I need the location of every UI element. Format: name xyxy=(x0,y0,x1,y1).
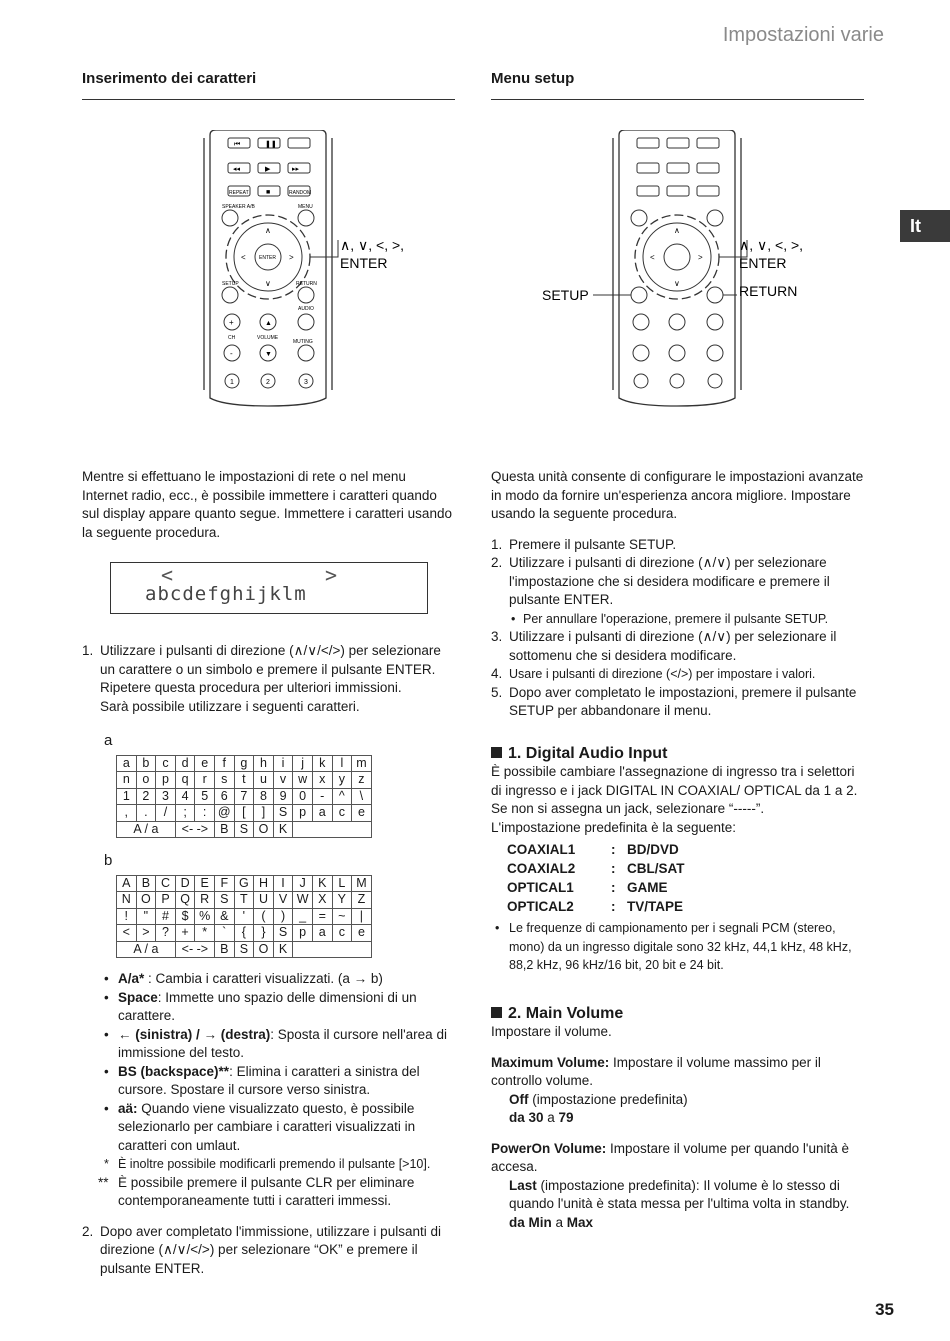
lcd-arrows: < > xyxy=(161,563,338,587)
char-cell: = xyxy=(312,908,332,925)
char-cell: 5 xyxy=(195,788,215,805)
char-cell: ( xyxy=(254,908,274,925)
char-cell: ! xyxy=(117,908,137,925)
input-assignment-list xyxy=(507,841,864,917)
char-cell: c xyxy=(156,755,176,772)
char-cell: S xyxy=(273,805,293,822)
char-cell: z xyxy=(352,772,372,789)
char-cell: < xyxy=(117,925,137,942)
char-cell: v xyxy=(273,772,293,789)
char-cell: * xyxy=(195,925,215,942)
svg-text:∨: ∨ xyxy=(674,279,680,288)
feature-title-main-volume: 2. Main Volume xyxy=(491,1005,864,1024)
svg-text:RETURN: RETURN xyxy=(296,281,317,287)
svg-text:ENTER: ENTER xyxy=(739,255,787,271)
char-cell: x xyxy=(312,772,332,789)
char-cell: 1 xyxy=(117,788,137,805)
char-cell: f xyxy=(214,755,234,772)
char-cell: j xyxy=(293,755,313,772)
char-row xyxy=(117,805,372,822)
char-cell: + xyxy=(175,925,195,942)
bullet-item: • BS (backspace)**: Elimina i caratteri a sinistra del cursore. Spostare il cursore verso sinistra. xyxy=(104,1063,420,1097)
char-cell-k: K xyxy=(273,941,293,958)
char-cell: $ xyxy=(175,908,195,925)
section-title-menu-setup: Menu setup xyxy=(491,70,864,100)
grid-a-label: a xyxy=(104,732,113,749)
svg-text:SPEAKER A/B: SPEAKER A/B xyxy=(222,204,255,210)
char-row xyxy=(117,892,372,909)
svg-text:∧: ∧ xyxy=(265,226,271,235)
char-cell: T xyxy=(234,892,254,909)
callout-return-label: RETURN xyxy=(739,283,798,299)
char-cell: p xyxy=(156,772,176,789)
intro-paragraph: Mentre si effettuano le impostazioni di rete o nel menu Internet radio, ecc., è possibile immettere i caratteri quando sul display appare quanto segue. Immettere i caratteri usando la seguente procedura. xyxy=(82,469,452,540)
char-cell: n xyxy=(117,772,137,789)
char-cell: e xyxy=(195,755,215,772)
remote-illustration-left xyxy=(82,130,455,430)
char-cell: # xyxy=(156,908,176,925)
char-cell: % xyxy=(195,908,215,925)
char-cell: c xyxy=(332,925,352,942)
char-cell-empty xyxy=(293,821,371,838)
char-cell: ` xyxy=(214,925,234,942)
svg-text:ENTER: ENTER xyxy=(259,255,276,261)
character-table-a xyxy=(116,755,372,839)
callout-enter-label: ENTER xyxy=(340,255,388,271)
char-cell: H xyxy=(254,875,274,892)
char-cell: a xyxy=(312,805,332,822)
char-cell-k: K xyxy=(273,821,293,838)
char-cell: I xyxy=(273,875,293,892)
char-cell: : xyxy=(195,805,215,822)
section-title-character-input: Inserimento dei caratteri xyxy=(82,70,455,100)
char-cell: d xyxy=(175,755,195,772)
char-cell: ; xyxy=(175,805,195,822)
bullet-item: • aä: Quando viene visualizzato questo, è possibile selezionarlo per cambiare i caratteri visualizzati in caratteri con umlaut. xyxy=(104,1100,416,1153)
remote-control-icon-2 xyxy=(491,130,864,430)
char-cell: q xyxy=(175,772,195,789)
svg-text:◂◂: ◂◂ xyxy=(233,166,241,173)
svg-text:■: ■ xyxy=(266,189,271,196)
callout-setup-label: SETUP xyxy=(542,287,589,303)
assignment-row: COAXIAL1 : BD/DVD xyxy=(507,842,679,857)
char-cell: " xyxy=(136,908,156,925)
char-row xyxy=(117,772,372,789)
char-cell: c xyxy=(332,805,352,822)
char-cell-arrows: <- -> xyxy=(175,941,214,958)
char-cell: ^ xyxy=(332,788,352,805)
char-cell: B xyxy=(136,875,156,892)
char-cell: a xyxy=(312,925,332,942)
digital-audio-default: L'impostazione predefinita è la seguente: xyxy=(491,819,736,835)
char-cell: , xyxy=(117,805,137,822)
char-row xyxy=(117,755,372,772)
steps-list-left xyxy=(82,642,455,716)
char-cell: [ xyxy=(234,805,254,822)
char-cell: b xyxy=(136,755,156,772)
char-cell: N xyxy=(117,892,137,909)
setup-step: 2. Utilizzare i pulsanti di direzione (∧/∨) per selezionare l'impostazione che si desidera modificare e premere il pulsante ENTER. • Per annullare l'operazione, premere il pulsante SETUP. xyxy=(491,554,864,628)
max-volume-desc: Maximum Volume: Impostare il volume massimo per il controllo volume. xyxy=(491,1054,821,1088)
steps-list-left-2 xyxy=(82,1223,455,1279)
svg-text:AUDIO: AUDIO xyxy=(298,306,314,312)
char-cell: G xyxy=(234,875,254,892)
svg-text:CH: CH xyxy=(228,335,236,341)
svg-text:∨: ∨ xyxy=(265,279,271,288)
svg-text:SETUP: SETUP xyxy=(222,281,239,287)
char-cell: M xyxy=(352,875,372,892)
remote-random-label: RANDOM xyxy=(289,190,312,196)
char-cell: 8 xyxy=(254,788,274,805)
char-cell: e xyxy=(352,805,372,822)
char-cell: t xyxy=(234,772,254,789)
char-cell-s: S xyxy=(234,941,254,958)
svg-text:1: 1 xyxy=(230,379,234,386)
lcd-display xyxy=(110,562,428,614)
setup-step: 3. Utilizzare i pulsanti di direzione (∧/∨) per selezionare il sottomenu che si desidera modificare. xyxy=(491,629,837,663)
svg-text:<: < xyxy=(650,253,655,262)
step-2: 2. Dopo aver completato l'immissione, utilizzare i pulsanti di direzione (∧/∨/</>) per selezionare “OK” e premere il pulsante ENTER. xyxy=(82,1223,441,1276)
char-row xyxy=(117,875,372,892)
char-cell: F xyxy=(214,875,234,892)
svg-text:▼: ▼ xyxy=(265,351,272,358)
char-row xyxy=(117,908,372,925)
char-cell: ] xyxy=(254,805,274,822)
char-cell: C xyxy=(156,875,176,892)
steps-list-right xyxy=(491,536,864,721)
remote-control-icon xyxy=(82,130,455,430)
language-tab: It xyxy=(900,210,950,242)
char-row xyxy=(117,788,372,805)
char-cell: 7 xyxy=(234,788,254,805)
char-cell: Y xyxy=(332,892,352,909)
char-cell: O xyxy=(136,892,156,909)
svg-text:MENU: MENU xyxy=(298,204,313,210)
svg-text:VOLUME: VOLUME xyxy=(257,335,279,341)
svg-text:⏮: ⏮ xyxy=(234,141,241,148)
char-cell: L xyxy=(332,875,352,892)
setup-step: 5. Dopo aver completato le impostazioni, premere il pulsante SETUP per abbandonare il menu. xyxy=(491,684,857,718)
lcd-text: abcdefghijklm xyxy=(145,583,307,605)
char-cell: S xyxy=(273,925,293,942)
char-cell: 6 xyxy=(214,788,234,805)
char-cell: r xyxy=(195,772,215,789)
char-cell: a xyxy=(117,755,137,772)
char-cell: E xyxy=(195,875,215,892)
char-cell: @ xyxy=(214,805,234,822)
char-cell: J xyxy=(293,875,313,892)
char-cell: } xyxy=(254,925,274,942)
char-cell-aa: A / a xyxy=(117,821,176,838)
char-cell: u xyxy=(254,772,274,789)
feature-title-digital-audio: 1. Digital Audio Input xyxy=(491,745,864,764)
char-cell: ) xyxy=(273,908,293,925)
svg-text:+: + xyxy=(229,318,234,327)
step-1: 1. Utilizzare i pulsanti di direzione (∧/∨/</>) per selezionare un carattere o un simbolo e premere il pulsante ENTER. Ripetere questa procedura per ulteriori immissioni. Sarà possibile utilizzare i seguenti caratteri. xyxy=(82,643,441,714)
char-cell: | xyxy=(352,908,372,925)
char-cell: S xyxy=(214,892,234,909)
char-cell-aa: A / a xyxy=(117,941,176,958)
sampling-note: • Le frequenze di campionamento per i segnali PCM (stereo, mono) da un ingresso digitale sono 32 kHz, 44,1 kHz, 48 kHz, 88,2 kHz, 96 kHz/16 bit, 20 bit e 24 bit. xyxy=(495,921,852,972)
menu-intro-paragraph: Questa unità consente di configurare le impostazioni avanzate in modo da fornire un'esperienza ancora migliore. Impostare usando la seguente procedura. xyxy=(491,469,864,521)
char-cell-arrows: <- -> xyxy=(175,821,214,838)
char-cell-b: B xyxy=(214,941,234,958)
char-cell: ? xyxy=(156,925,176,942)
char-cell: g xyxy=(234,755,254,772)
bullet-item: • ← (sinistra) / → (destra): Sposta il cursore nell'area di immissione del testo. xyxy=(104,1026,447,1060)
character-table-b xyxy=(116,875,372,959)
page-header-title: Impostazioni varie xyxy=(722,24,884,46)
char-cell: 4 xyxy=(175,788,195,805)
char-cell: R xyxy=(195,892,215,909)
char-cell: e xyxy=(352,925,372,942)
char-row-controls xyxy=(117,941,372,958)
assignment-row: OPTICAL1 : GAME xyxy=(507,880,668,895)
char-cell: _ xyxy=(293,908,313,925)
assignment-row: COAXIAL2 : CBL/SAT xyxy=(507,861,685,876)
svg-text:▲: ▲ xyxy=(265,320,272,327)
char-cell: s xyxy=(214,772,234,789)
char-cell-s: S xyxy=(234,821,254,838)
char-cell: A xyxy=(117,875,137,892)
char-cell-b: B xyxy=(214,821,234,838)
svg-text:❚❚: ❚❚ xyxy=(265,141,277,148)
char-cell: W xyxy=(293,892,313,909)
assignment-row: OPTICAL2 : TV/TAPE xyxy=(507,899,684,914)
char-row xyxy=(117,925,372,942)
char-cell-empty xyxy=(293,941,371,958)
step-2-note: • Per annullare l'operazione, premere il pulsante SETUP. xyxy=(511,611,829,626)
char-cell-o: O xyxy=(254,941,274,958)
char-cell: V xyxy=(273,892,293,909)
char-cell: > xyxy=(136,925,156,942)
svg-text:∧, ∨, <, >,: ∧, ∨, <, >, xyxy=(739,237,804,253)
char-cell: \ xyxy=(352,788,372,805)
poweron-volume-desc: PowerOn Volume: Impostare il volume per quando l'unità è accesa. xyxy=(491,1140,849,1174)
char-cell: h xyxy=(254,755,274,772)
main-volume-text: Impostare il volume. xyxy=(491,1024,612,1039)
svg-text:2: 2 xyxy=(266,379,270,386)
char-cell: i xyxy=(273,755,293,772)
char-cell: ~ xyxy=(332,908,352,925)
char-row-controls xyxy=(117,821,372,838)
char-cell: p xyxy=(293,805,313,822)
remote-illustration-right xyxy=(491,130,864,430)
char-cell: P xyxy=(156,892,176,909)
char-cell: o xyxy=(136,772,156,789)
poweron-volume-default: Last (impostazione predefinita): Il volume è lo stesso di quando l'unità è stata messa per l'ultima volta in standby. xyxy=(509,1177,850,1211)
char-cell: k xyxy=(312,755,332,772)
right-column xyxy=(491,70,864,1232)
poweron-volume-range: da Min a Max xyxy=(509,1214,594,1230)
char-cell: { xyxy=(234,925,254,942)
char-cell: - xyxy=(312,788,332,805)
callout-arrows-label: ∧, ∨, <, >, xyxy=(340,237,405,253)
char-cell: X xyxy=(312,892,332,909)
char-cell: U xyxy=(254,892,274,909)
remote-repeat-label: REPEAT xyxy=(229,190,249,196)
char-cell: 9 xyxy=(273,788,293,805)
svg-text:>: > xyxy=(289,253,294,262)
char-cell: 3 xyxy=(156,788,176,805)
setup-step: 1. Premere il pulsante SETUP. xyxy=(491,536,677,552)
svg-text:MUTING: MUTING xyxy=(293,339,313,345)
grid-b-label: b xyxy=(104,852,113,869)
setup-step: 4. Usare i pulsanti di direzione (</>) per impostare i valori. xyxy=(491,666,816,681)
char-cell: Z xyxy=(352,892,372,909)
char-cell: K xyxy=(312,875,332,892)
svg-text:▸▸: ▸▸ xyxy=(292,166,300,173)
left-column xyxy=(82,70,455,1278)
svg-text:3: 3 xyxy=(304,379,308,386)
char-cell: & xyxy=(214,908,234,925)
max-volume-range: da 30 a 79 xyxy=(509,1110,574,1125)
svg-text:-: - xyxy=(230,349,233,358)
digital-audio-text: È possibile cambiare l'assegnazione di ingresso tra i selettori di ingresso e i jack DIGITAL IN COAXIAL/ OPTICAL da 1 a 2. Se non si assegna un jack, selezionare “-----”. xyxy=(491,764,858,816)
footnote-1: * È inoltre possibile modificarli premendo il pulsante [>10]. xyxy=(104,1157,431,1171)
key-bullet-list xyxy=(82,970,455,1155)
char-cell: / xyxy=(156,805,176,822)
bullet-item: • A/a* : Cambia i caratteri visualizzati. (a → b) xyxy=(104,971,383,986)
max-volume-default: Off (impostazione predefinita) xyxy=(509,1091,688,1107)
svg-text:▶: ▶ xyxy=(265,166,271,173)
bullet-item: • Space: Immette uno spazio delle dimensioni di un carattere. xyxy=(104,989,417,1023)
footnote-2: ** È possibile premere il pulsante CLR per eliminare contemporaneamente tutti i caratteri immessi. xyxy=(98,1174,415,1208)
char-cell: ' xyxy=(234,908,254,925)
char-cell: 2 xyxy=(136,788,156,805)
char-cell: . xyxy=(136,805,156,822)
char-cell: D xyxy=(175,875,195,892)
svg-text:<: < xyxy=(241,253,246,262)
svg-text:>: > xyxy=(698,253,703,262)
char-cell: p xyxy=(293,925,313,942)
char-cell: m xyxy=(352,755,372,772)
char-cell: 0 xyxy=(293,788,313,805)
char-cell: l xyxy=(332,755,352,772)
page-number: 35 xyxy=(875,1300,894,1319)
char-cell: y xyxy=(332,772,352,789)
char-cell: Q xyxy=(175,892,195,909)
svg-text:∧: ∧ xyxy=(674,226,680,235)
char-cell: w xyxy=(293,772,313,789)
char-cell-o: O xyxy=(254,821,274,838)
